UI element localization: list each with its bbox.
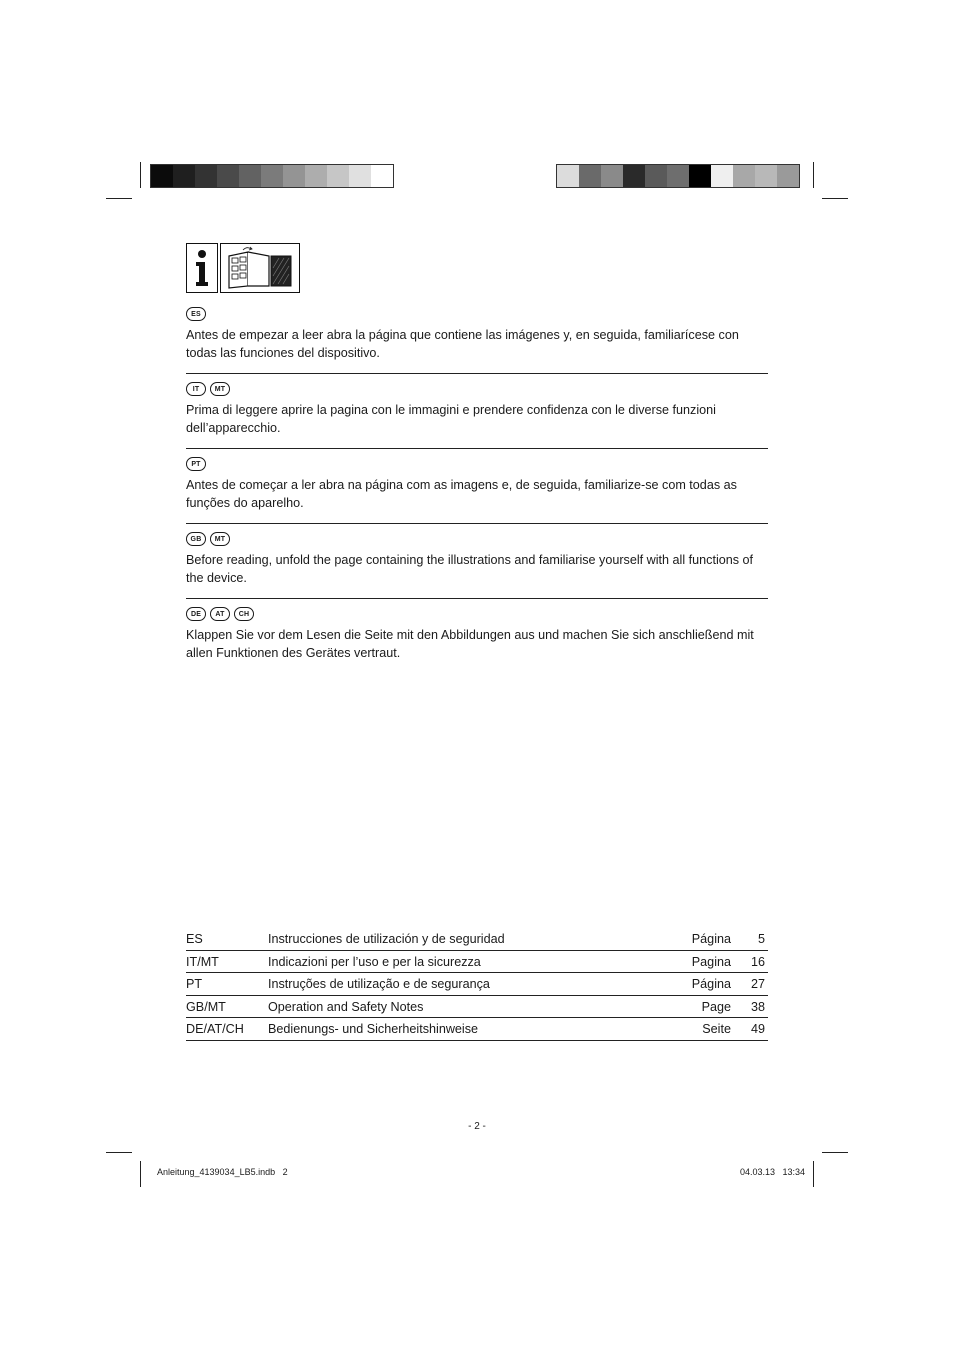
- divider: [186, 523, 768, 524]
- section-pt: [186, 457, 768, 512]
- toc-page-word: Página: [691, 977, 731, 991]
- language-badge: GB: [186, 532, 206, 546]
- section-text: Before reading, unfold the page containing the illustrations and familiarise yourself with all functions of the device.: [186, 553, 754, 585]
- color-swatch: [217, 165, 239, 187]
- divider: [186, 448, 768, 449]
- language-badges: [186, 457, 768, 471]
- color-swatch: [261, 165, 283, 187]
- color-swatch: [173, 165, 195, 187]
- language-badge: DE: [186, 607, 206, 621]
- page-number: - 2 -: [468, 1121, 486, 1132]
- color-swatch: [195, 165, 217, 187]
- language-badge: AT: [210, 607, 230, 621]
- color-swatch: [601, 165, 623, 187]
- crop-mark: [813, 162, 814, 188]
- file-name-slug: Anleitung_4139034_LB5.indb 2: [157, 1167, 288, 1177]
- unfold-page-icon: [220, 243, 300, 293]
- color-swatch: [151, 165, 173, 187]
- color-swatch: [371, 165, 393, 187]
- toc-language-code: ES: [186, 932, 203, 946]
- section-de-at-ch: [186, 607, 768, 662]
- toc-language-code: IT/MT: [186, 954, 219, 969]
- section-it-mt: [186, 382, 768, 437]
- color-swatch: [645, 165, 667, 187]
- crop-mark: [106, 1152, 132, 1153]
- toc-title: Bedienungs- und Sicherheitshinweise: [268, 1022, 479, 1036]
- table-of-contents: [186, 928, 768, 1041]
- color-swatch: [689, 165, 711, 187]
- section-text: Prima di leggere aprire la pagina con le immagini e prendere confidenza con le diverse funzioni dell’apparecchio.: [186, 403, 716, 435]
- info-icon: [186, 243, 218, 293]
- toc-row[interactable]: [186, 951, 768, 974]
- toc-page-word: Page: [701, 999, 731, 1014]
- color-swatch: [579, 165, 601, 187]
- toc-page-number: 49: [750, 1022, 765, 1036]
- toc-title: Instrucciones de utilización y de seguridad: [268, 932, 505, 946]
- language-badges: [186, 607, 768, 621]
- language-badge: ES: [186, 307, 206, 321]
- divider: [186, 598, 768, 599]
- crop-mark: [822, 198, 848, 199]
- toc-row[interactable]: [186, 928, 768, 951]
- section-text: Klappen Sie vor dem Lesen die Seite mit den Abbildungen aus und machen Sie sich anschließend mit allen Funktionen des Gerätes vertraut.: [186, 628, 754, 660]
- toc-page-number: 27: [750, 977, 765, 991]
- language-badges: [186, 382, 768, 396]
- toc-row[interactable]: [186, 973, 768, 996]
- crop-mark: [140, 162, 141, 188]
- toc-page-word: Página: [691, 932, 731, 946]
- language-badge: MT: [210, 382, 230, 396]
- section-text: Antes de começar a ler abra na página com as imagens e, de seguida, familiarize-se com todas as funções do aparelho.: [186, 478, 737, 510]
- toc-title: Operation and Safety Notes: [268, 999, 424, 1014]
- toc-page-number: 5: [757, 932, 765, 946]
- color-swatch: [239, 165, 261, 187]
- section-es: [186, 307, 768, 362]
- toc-page-word: Seite: [702, 1022, 731, 1036]
- toc-page-word: Pagina: [691, 954, 731, 969]
- toc-language-code: GB/MT: [186, 999, 226, 1014]
- date-time-slug: 04.03.13 13:34: [739, 1167, 805, 1177]
- crop-mark: [140, 1161, 141, 1187]
- toc-language-code: PT: [186, 977, 203, 991]
- crop-mark: [813, 1161, 814, 1187]
- language-badge: PT: [186, 457, 206, 471]
- toc-title: Indicazioni per l’uso e per la sicurezza: [268, 954, 481, 969]
- toc-page-number: 38: [750, 999, 765, 1014]
- color-swatch: [711, 165, 733, 187]
- language-badge: CH: [234, 607, 254, 621]
- language-badge: IT: [186, 382, 206, 396]
- color-swatch: [733, 165, 755, 187]
- toc-title: Instruções de utilização e de segurança: [268, 977, 490, 991]
- color-swatch: [667, 165, 689, 187]
- color-calibration-bar-left: [150, 164, 394, 188]
- color-swatch: [283, 165, 305, 187]
- crop-mark: [106, 198, 132, 199]
- language-badges: [186, 532, 768, 546]
- language-badges: [186, 307, 768, 321]
- section-gb-mt: [186, 532, 768, 587]
- divider: [186, 373, 768, 374]
- crop-mark: [822, 1152, 848, 1153]
- color-swatch: [777, 165, 799, 187]
- color-swatch: [349, 165, 371, 187]
- toc-row[interactable]: [186, 996, 768, 1019]
- color-swatch: [305, 165, 327, 187]
- toc-row[interactable]: [186, 1018, 768, 1041]
- color-swatch: [755, 165, 777, 187]
- section-text: Antes de empezar a leer abra la página que contiene las imágenes y, en seguida, familiarícese con todas las funciones del dispositivo.: [186, 328, 739, 360]
- toc-page-number: 16: [750, 954, 765, 969]
- color-swatch: [623, 165, 645, 187]
- toc-language-code: DE/AT/CH: [186, 1022, 244, 1036]
- color-swatch: [557, 165, 579, 187]
- color-calibration-bar-right: [556, 164, 800, 188]
- color-swatch: [327, 165, 349, 187]
- language-badge: MT: [210, 532, 230, 546]
